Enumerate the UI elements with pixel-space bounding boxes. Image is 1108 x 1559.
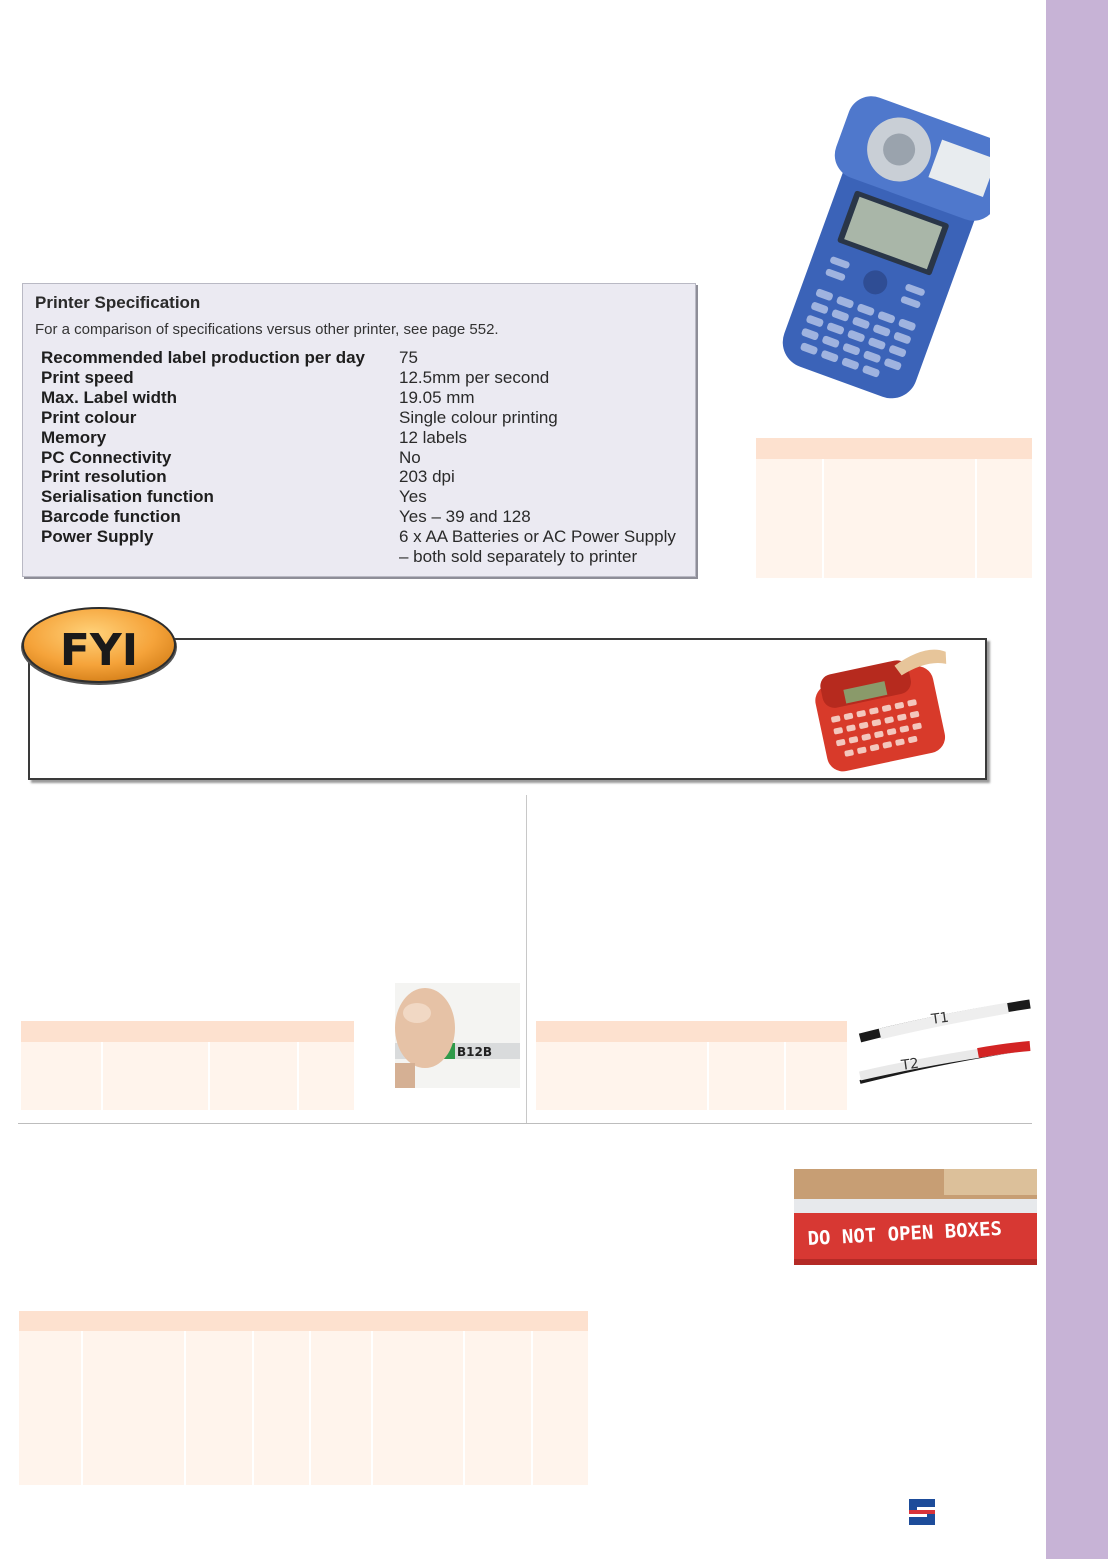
spec-value: 19.05 mm [399, 387, 475, 407]
table-column-divider [297, 1042, 299, 1110]
spec-row [41, 467, 691, 487]
printer-image [760, 95, 990, 400]
spec-value: – both sold separately to printer [399, 547, 638, 567]
spec-label: Print resolution [41, 467, 167, 487]
spec-row [41, 388, 691, 408]
side-color-band [1046, 0, 1108, 1559]
spec-row [41, 408, 691, 428]
table-column-divider [371, 1331, 373, 1485]
spec-label: Max. Label width [41, 387, 178, 407]
spec-table [41, 348, 691, 567]
shelf-label-text: DO NOT OPEN BOXES [807, 1217, 1003, 1250]
spec-value: Yes – 39 and 128 [399, 507, 531, 527]
spec-row [41, 348, 691, 368]
spec-row [41, 487, 691, 507]
spec-label: Serialisation function [41, 487, 214, 507]
table-column-divider [101, 1042, 103, 1110]
spec-label [41, 547, 399, 567]
wire-labels-photo [858, 990, 1033, 1090]
table-column-divider [531, 1331, 533, 1485]
spec-row [41, 368, 691, 388]
spec-label: Print speed [41, 367, 134, 387]
table-column-divider [463, 1331, 465, 1485]
table-column-divider [309, 1331, 311, 1485]
spec-value: 75 [399, 348, 418, 367]
spec-row [41, 547, 691, 567]
spec-label: Print colour [41, 407, 137, 427]
table-column-divider [975, 459, 977, 578]
table-header [21, 1021, 354, 1042]
spec-value: 12.5mm per second [399, 367, 550, 387]
product-table-top-right [756, 438, 1032, 578]
company-logo-icon [905, 1495, 939, 1529]
spec-value: Yes [399, 487, 427, 507]
table-column-divider [208, 1042, 210, 1110]
red-printer-image [808, 644, 958, 772]
fyi-badge [20, 604, 178, 686]
table-header [536, 1021, 847, 1042]
spec-value: Single colour printing [399, 407, 558, 427]
product-table-middle-left [21, 1021, 354, 1110]
column-divider [526, 795, 527, 1124]
table-column-divider [81, 1331, 83, 1485]
spec-value: No [399, 447, 421, 467]
table-column-divider [252, 1331, 254, 1485]
shelf-label-photo [794, 1169, 1037, 1265]
spec-row [41, 428, 691, 448]
spec-label: Barcode function [41, 507, 181, 527]
table-column-divider [822, 459, 824, 578]
spec-row [41, 507, 691, 527]
cable-label-photo [395, 983, 520, 1088]
spec-value: 12 labels [399, 427, 468, 447]
spec-label: Recommended label production per day [41, 348, 366, 367]
fyi-badge-label: FYI [59, 625, 139, 676]
wire-label-t2: T2 [900, 1055, 920, 1074]
table-header [756, 438, 1032, 459]
table-column-divider [184, 1331, 186, 1485]
product-table-middle-right [536, 1021, 847, 1110]
spec-label: PC Connectivity [41, 447, 172, 467]
section-divider [18, 1123, 1032, 1124]
cable-label-text: B12B [457, 1045, 492, 1059]
spec-row [41, 448, 691, 468]
spec-note: For a comparison of specifications versus other printer, see page 552. [35, 321, 499, 338]
spec-label: Power Supply [41, 527, 154, 547]
spec-value: 6 x AA Batteries or AC Power Supply [399, 527, 676, 547]
spec-row [41, 527, 691, 547]
printer-specification-box [22, 283, 696, 577]
spec-title: Printer Specification [35, 293, 201, 312]
spec-label: Memory [41, 427, 107, 447]
table-column-divider [784, 1042, 786, 1110]
table-header [19, 1311, 588, 1331]
product-table-bottom [19, 1311, 588, 1485]
table-column-divider [707, 1042, 709, 1110]
wire-label-t1: T1 [930, 1009, 950, 1028]
spec-value: 203 dpi [399, 467, 455, 487]
